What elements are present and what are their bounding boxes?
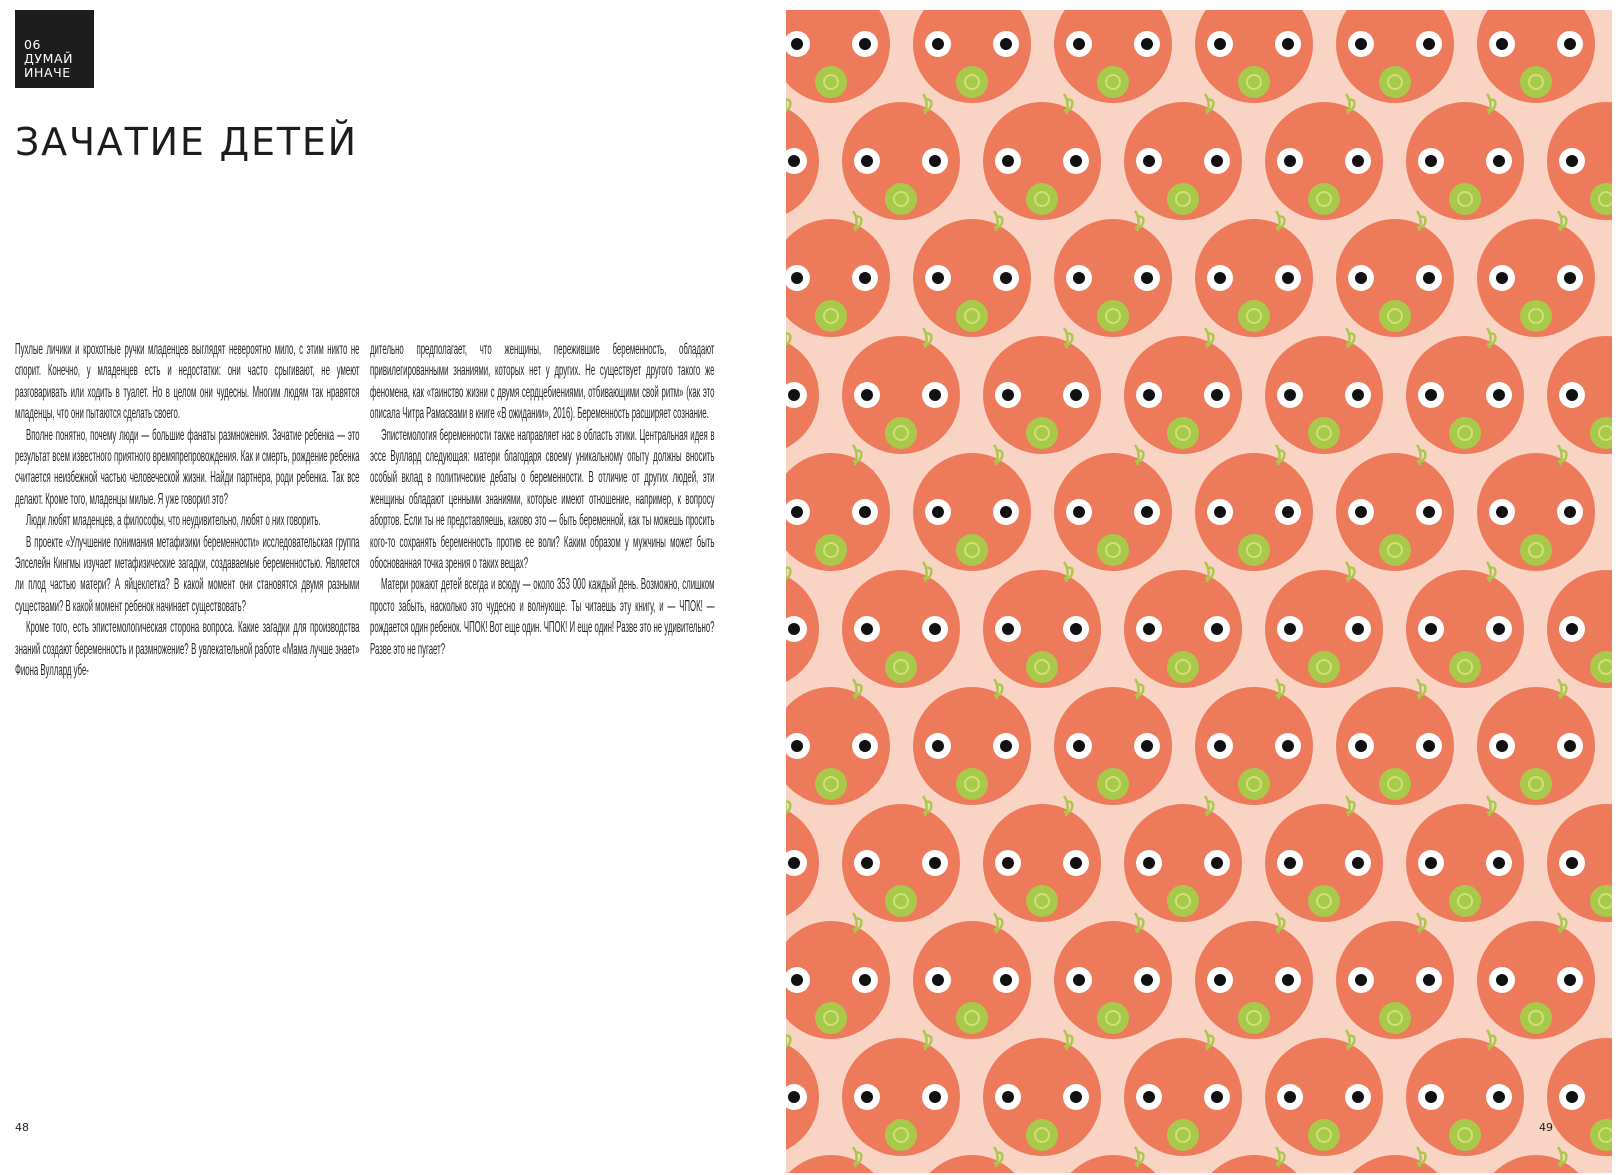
pupil bbox=[1493, 155, 1505, 167]
pupil bbox=[1423, 740, 1435, 752]
pupil bbox=[861, 623, 873, 635]
pupil bbox=[1566, 623, 1578, 635]
pacifier bbox=[1308, 183, 1340, 215]
pupil bbox=[1566, 389, 1578, 401]
pupil bbox=[859, 38, 871, 50]
pupil bbox=[1073, 974, 1085, 986]
pupil bbox=[1355, 974, 1367, 986]
pacifier bbox=[815, 66, 847, 98]
pupil bbox=[1425, 1091, 1437, 1103]
pupil bbox=[1284, 857, 1296, 869]
pupil bbox=[1211, 389, 1223, 401]
pupil bbox=[1352, 389, 1364, 401]
pupil bbox=[1143, 623, 1155, 635]
pupil bbox=[1214, 740, 1226, 752]
pacifier bbox=[885, 183, 917, 215]
pacifier bbox=[1167, 885, 1199, 917]
pupil bbox=[1002, 389, 1014, 401]
pacifier bbox=[1449, 651, 1481, 683]
pupil bbox=[929, 623, 941, 635]
pupil bbox=[788, 623, 800, 635]
pupil bbox=[1002, 155, 1014, 167]
page-number-left: 48 bbox=[15, 1121, 29, 1134]
pacifier bbox=[1379, 768, 1411, 800]
pupil bbox=[1564, 974, 1576, 986]
pupil bbox=[788, 389, 800, 401]
pupil bbox=[1073, 272, 1085, 284]
pupil bbox=[1002, 857, 1014, 869]
pupil bbox=[1284, 155, 1296, 167]
pupil bbox=[1000, 38, 1012, 50]
pacifier bbox=[956, 1002, 988, 1034]
pupil bbox=[1002, 623, 1014, 635]
pupil bbox=[859, 506, 871, 518]
pupil bbox=[1355, 740, 1367, 752]
pupil bbox=[791, 38, 803, 50]
pupil bbox=[1143, 155, 1155, 167]
pacifier bbox=[885, 417, 917, 449]
pupil bbox=[1493, 623, 1505, 635]
pacifier bbox=[1520, 300, 1552, 332]
pupil bbox=[861, 1091, 873, 1103]
pacifier bbox=[1097, 534, 1129, 566]
pupil bbox=[791, 272, 803, 284]
pacifier bbox=[1520, 1002, 1552, 1034]
pupil bbox=[1143, 1091, 1155, 1103]
pacifier bbox=[1379, 1002, 1411, 1034]
pupil bbox=[788, 1091, 800, 1103]
pupil bbox=[1070, 857, 1082, 869]
pacifier bbox=[1308, 1119, 1340, 1151]
pacifier bbox=[1026, 183, 1058, 215]
pupil bbox=[932, 740, 944, 752]
pupil bbox=[929, 857, 941, 869]
pacifier bbox=[1449, 417, 1481, 449]
pacifier bbox=[1097, 66, 1129, 98]
pupil bbox=[1282, 974, 1294, 986]
pacifier bbox=[1308, 885, 1340, 917]
pupil bbox=[1282, 272, 1294, 284]
pupil bbox=[1214, 506, 1226, 518]
pupil bbox=[859, 974, 871, 986]
pupil bbox=[1284, 389, 1296, 401]
pacifier bbox=[956, 768, 988, 800]
pacifier bbox=[1238, 534, 1270, 566]
pacifier bbox=[815, 1002, 847, 1034]
pacifier bbox=[885, 651, 917, 683]
pupil bbox=[791, 506, 803, 518]
text-column-1 bbox=[15, 339, 360, 682]
paragraph: Кроме того, есть эпистемологическая сторона вопроса. Какие загадки для производства знаний создают беременность и размножение? В увлекательной работе «Мама лучше знает» Фиона Вуллард убе- bbox=[15, 619, 360, 680]
pacifier bbox=[1379, 300, 1411, 332]
pupil bbox=[1214, 272, 1226, 284]
pupil bbox=[1425, 623, 1437, 635]
pacifier bbox=[885, 885, 917, 917]
pupil bbox=[1211, 1091, 1223, 1103]
pacifier bbox=[956, 66, 988, 98]
pacifier bbox=[1449, 885, 1481, 917]
pupil bbox=[861, 857, 873, 869]
pupil bbox=[1423, 272, 1435, 284]
chapter-label-line1: ДУМАЙ bbox=[24, 51, 74, 66]
pupil bbox=[861, 389, 873, 401]
pupil bbox=[1000, 506, 1012, 518]
paragraph: дительно предполагает, что женщины, пережившие беременность, обладают привилегированными знаниями, которых нет у других. Не существует другого такого же феномена, как «таинство жизни с двумя сердцебиениями, отбивающими свой ритм» (как это описала Читра Рамасвами в книге «В ожидании», 2016). Беременность расширяет сознание. bbox=[370, 341, 715, 423]
paragraph: Пухлые личики и крохотные ручки младенцев выглядят невероятно мило, с этим никто не спорит. Конечно, у младенцев есть и недостатки: они часто срыгивают, не умеют разговаривать или ходить в туалет. Но в целом они чудесны. Многим людям так нравятся младенцы, что они пытаются сделать своего. bbox=[15, 341, 360, 423]
pupil bbox=[1564, 506, 1576, 518]
pupil bbox=[1423, 38, 1435, 50]
pupil bbox=[1493, 1091, 1505, 1103]
pacifier bbox=[956, 300, 988, 332]
pupil bbox=[1423, 974, 1435, 986]
paragraph: Вполне понятно, почему люди — большие фанаты размножения. Зачатие ребенка — это результат всем известного приятного времяпрепровождения. Как и смерть, рождение ребенка считается неизбежной частью человеческой жизни. Найди партнера, роди ребенка. Так все делают. Кроме того, младенцы милые. Я уже говорил это? bbox=[15, 426, 360, 508]
pupil bbox=[1000, 740, 1012, 752]
pacifier bbox=[1026, 885, 1058, 917]
pacifier bbox=[1449, 1119, 1481, 1151]
pacifier bbox=[1308, 651, 1340, 683]
pupil bbox=[1214, 974, 1226, 986]
pupil bbox=[1425, 857, 1437, 869]
pupil bbox=[1496, 38, 1508, 50]
pupil bbox=[932, 38, 944, 50]
pupil bbox=[929, 389, 941, 401]
pupil bbox=[1425, 389, 1437, 401]
pupil bbox=[1564, 272, 1576, 284]
pupil bbox=[1496, 272, 1508, 284]
pupil bbox=[1000, 272, 1012, 284]
pacifier bbox=[956, 534, 988, 566]
pacifier bbox=[1238, 300, 1270, 332]
paragraph: Матери рожают детей всегда и всюду — около 353 000 каждый день. Возможно, слишком просто забыть, насколько это чудесно и волнующе. Ты читаешь эту книгу, и — ЧПОК! — рождается один ребенок. ЧПОК! Вот еще один. ЧПОК! И еще один! Разве это не удивительно? Разве это не пугает? bbox=[370, 576, 715, 658]
pupil bbox=[1425, 155, 1437, 167]
pupil bbox=[1282, 740, 1294, 752]
pacifier bbox=[1520, 66, 1552, 98]
pacifier bbox=[885, 1119, 917, 1151]
pacifier bbox=[1379, 66, 1411, 98]
pupil bbox=[1141, 974, 1153, 986]
pupil bbox=[1141, 272, 1153, 284]
baby-face-pattern-icon bbox=[786, 10, 1612, 1173]
pupil bbox=[1566, 857, 1578, 869]
pupil bbox=[1143, 857, 1155, 869]
pacifier bbox=[1449, 183, 1481, 215]
pacifier bbox=[815, 300, 847, 332]
pupil bbox=[1282, 38, 1294, 50]
chapter-number: 06 bbox=[24, 37, 42, 52]
pupil bbox=[1493, 857, 1505, 869]
pupil bbox=[1214, 38, 1226, 50]
pacifier bbox=[815, 534, 847, 566]
pupil bbox=[791, 974, 803, 986]
pupil bbox=[1352, 155, 1364, 167]
pupil bbox=[1496, 506, 1508, 518]
pupil bbox=[1355, 506, 1367, 518]
pupil bbox=[1355, 38, 1367, 50]
pacifier bbox=[1520, 534, 1552, 566]
page-title: ЗАЧАТИЕ ДЕТЕЙ bbox=[15, 120, 358, 164]
pacifier bbox=[1167, 651, 1199, 683]
pupil bbox=[859, 272, 871, 284]
paragraph: В проекте «Улучшение понимания метафизики беременности» исследовательская группа Элселейн Кингмы изучает метафизические загадки, создаваемые беременностью. Является ли плод частью матери? А яйцеклетка? В какой момент они становятся двумя разными существами? В какой момент ребенок начинает существовать? bbox=[15, 533, 360, 615]
pupil bbox=[1143, 389, 1155, 401]
pupil bbox=[1496, 974, 1508, 986]
pupil bbox=[788, 857, 800, 869]
pupil bbox=[1211, 155, 1223, 167]
pupil bbox=[1073, 38, 1085, 50]
pupil bbox=[1566, 155, 1578, 167]
pacifier bbox=[1167, 417, 1199, 449]
pacifier bbox=[1238, 66, 1270, 98]
pupil bbox=[1496, 740, 1508, 752]
pupil bbox=[861, 155, 873, 167]
text-column-2 bbox=[370, 339, 715, 660]
pupil bbox=[1073, 506, 1085, 518]
pupil bbox=[932, 272, 944, 284]
chapter-label-line2: ИНАЧЕ bbox=[24, 65, 71, 80]
pupil bbox=[1282, 506, 1294, 518]
pupil bbox=[1141, 740, 1153, 752]
pupil bbox=[788, 155, 800, 167]
pupil bbox=[791, 740, 803, 752]
pacifier bbox=[1097, 300, 1129, 332]
paragraph: Эпистемология беременности также направляет нас в область этики. Центральная идея в эссе Вуллард следующая: матери благодаря своему уникальному опыту должны вносить особый вклад в политические дебаты о беременности. В отличие от других людей, эти женщины обладают ценными знаниями, которые имеют отношение, например, к вопросу абортов. Если ты не представляешь, каково это — быть беременной, как ты можешь просить кого-то сохранять беременность против ее воли? Каким образом у мужчины может быть обоснованная точка зрения о таких вещах? bbox=[370, 426, 715, 573]
pacifier bbox=[1097, 1002, 1129, 1034]
pacifier bbox=[1520, 768, 1552, 800]
pacifier bbox=[1308, 417, 1340, 449]
pupil bbox=[1000, 974, 1012, 986]
pacifier bbox=[1167, 1119, 1199, 1151]
pupil bbox=[1352, 623, 1364, 635]
pupil bbox=[932, 506, 944, 518]
pupil bbox=[929, 1091, 941, 1103]
pacifier bbox=[1026, 417, 1058, 449]
pupil bbox=[1284, 623, 1296, 635]
pupil bbox=[1493, 389, 1505, 401]
pacifier bbox=[1379, 534, 1411, 566]
pupil bbox=[1352, 857, 1364, 869]
pacifier bbox=[1167, 183, 1199, 215]
pupil bbox=[1284, 1091, 1296, 1103]
pacifier bbox=[1238, 768, 1270, 800]
pacifier bbox=[815, 768, 847, 800]
pacifier bbox=[1026, 1119, 1058, 1151]
pupil bbox=[1002, 1091, 1014, 1103]
pupil bbox=[1355, 272, 1367, 284]
pupil bbox=[1070, 155, 1082, 167]
left-page bbox=[0, 0, 786, 1175]
pupil bbox=[859, 740, 871, 752]
pacifier bbox=[1097, 768, 1129, 800]
pupil bbox=[1564, 740, 1576, 752]
pacifier bbox=[1026, 651, 1058, 683]
pupil bbox=[1423, 506, 1435, 518]
pupil bbox=[1070, 389, 1082, 401]
pupil bbox=[1070, 623, 1082, 635]
pupil bbox=[1141, 506, 1153, 518]
pupil bbox=[1211, 623, 1223, 635]
pacifier bbox=[1238, 1002, 1270, 1034]
chapter-badge bbox=[15, 10, 94, 88]
pupil bbox=[1564, 38, 1576, 50]
pupil bbox=[1073, 740, 1085, 752]
pupil bbox=[1566, 1091, 1578, 1103]
page-number-right: 49 bbox=[1539, 1121, 1553, 1134]
pupil bbox=[929, 155, 941, 167]
pupil bbox=[1070, 1091, 1082, 1103]
paragraph: Люди любят младенцев, а философы, что неудивительно, любят о них говорить. bbox=[26, 512, 321, 530]
pupil bbox=[1211, 857, 1223, 869]
pupil bbox=[1141, 38, 1153, 50]
pupil bbox=[1352, 1091, 1364, 1103]
illustration-page bbox=[786, 10, 1612, 1173]
pupil bbox=[932, 974, 944, 986]
